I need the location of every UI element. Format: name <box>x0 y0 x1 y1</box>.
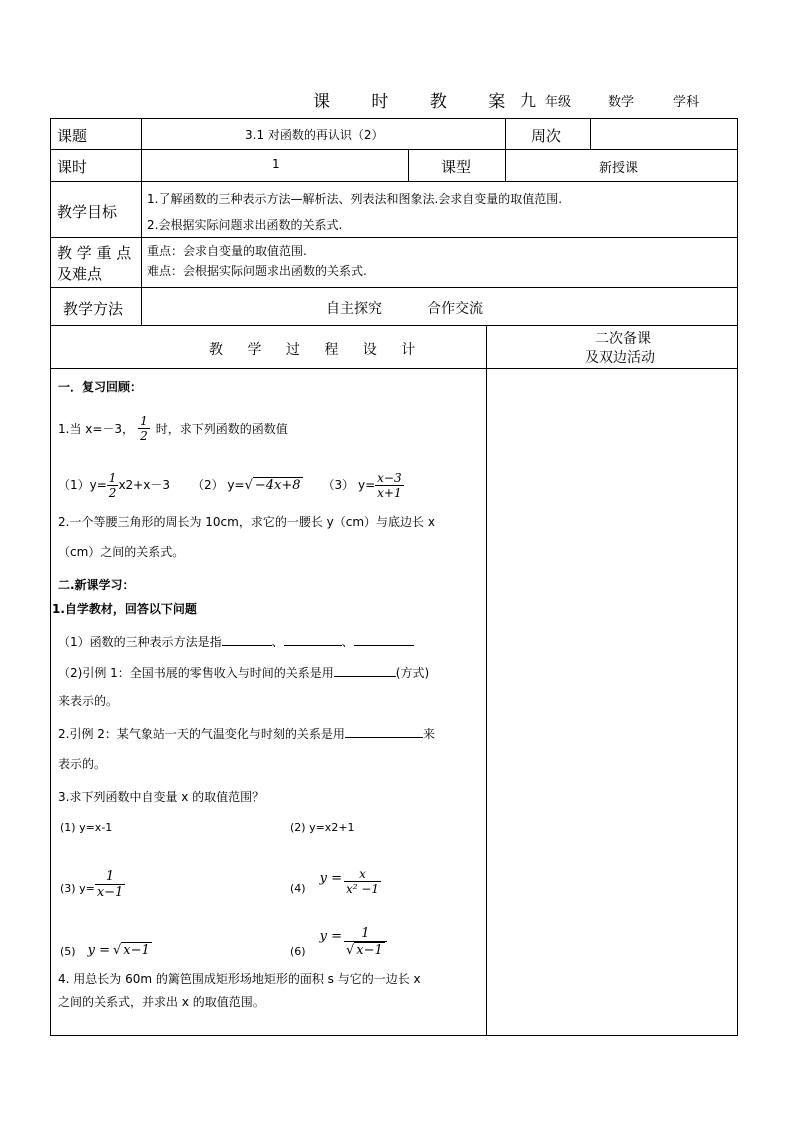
func-a-prefix: （1）y= <box>58 478 107 492</box>
grade-label: 年级 <box>545 95 572 110</box>
question-1-suffix: 时，求下列函数的函数值 <box>155 421 288 436</box>
domain-func-6-lhs: y = <box>319 929 342 944</box>
domain-func-4 <box>290 852 381 898</box>
domain-func-3 <box>60 852 125 898</box>
second-prep-label: 二次备课 <box>595 331 651 347</box>
func-b-sqrt: √ −4x+8 <box>244 478 301 493</box>
domain-func-5-prefix: (5) <box>60 945 76 958</box>
topic-label: 课题 <box>57 127 88 145</box>
domain-func-3-num: 1 <box>105 869 115 884</box>
study-question-2-line-2: 来表示的。 <box>58 694 119 708</box>
func-a-half <box>107 471 119 500</box>
answer-blank <box>284 634 342 646</box>
study-question-1 <box>58 633 414 650</box>
key-points-label: 教 学 重 点 <box>57 244 132 262</box>
grade-number: 九 <box>520 91 537 110</box>
goal-item-1: 1.了解函数的三种表示方法—解析法、列表法和图象法.会求自变量的取值范围. <box>147 192 563 206</box>
study-question-2-text: （2)引例 1：全国书展的零售收入与时间的关系是用 <box>58 666 334 680</box>
period-value: 1 <box>272 157 280 171</box>
func-b-prefix: （2） y= <box>191 478 245 492</box>
study-question-3-suffix: 来 <box>422 727 435 741</box>
func-c-prefix: （3） y= <box>322 478 376 492</box>
study-question-3-text: 2.引例 2：某气象站一天的气温变化与时刻的关系是用 <box>58 727 345 741</box>
answer-blank <box>222 634 272 646</box>
domain-func-4-den: x² −1 <box>345 882 380 896</box>
domain-func-6-num: 1 <box>361 926 370 941</box>
func-a-half-den: 2 <box>108 486 117 500</box>
answer-blank <box>354 634 414 646</box>
separator: 、 <box>341 635 354 649</box>
second-prep-label-2: 及双边活动 <box>585 350 655 366</box>
answer-blank <box>345 726 423 738</box>
week-label: 周次 <box>531 127 562 145</box>
new-lesson-heading: 二.新课学习： <box>58 578 135 592</box>
domain-func-6-prefix: (6) <box>290 945 306 958</box>
process-design-label: 教 学 过 程 设 计 <box>209 342 426 358</box>
subject-label: 学科 <box>673 95 700 110</box>
question-1-functions <box>58 456 404 500</box>
lesson-type-label: 课型 <box>441 158 472 176</box>
func-c-fraction <box>375 471 403 500</box>
question-2-line-1: 2.一个等腰三角形的周长为 10cm，求它的一腰长 y（cm）与底边长 x <box>58 515 435 529</box>
half-fraction <box>138 414 150 443</box>
goal-item-2: 2.会根据实际问题求出函数的关系式. <box>147 218 343 232</box>
domain-func-5-sqrt: √ x−1 <box>112 943 150 958</box>
goal-label: 教学目标 <box>57 203 118 221</box>
half-denominator: 2 <box>140 428 148 443</box>
func-a-suffix: x2+x－3 <box>118 478 170 492</box>
study-question-2-suffix: (方式) <box>395 666 430 680</box>
domain-func-5-lhs: y = <box>87 943 110 958</box>
key-point: 重点：会求自变量的取值范围. <box>147 244 307 258</box>
self-study-heading: 1.自学教材，回答以下问题 <box>52 602 197 616</box>
separator: 、 <box>271 635 284 649</box>
domain-func-4-fraction <box>344 867 381 896</box>
domain-func-6-den: √ x−1 <box>344 941 387 958</box>
question-4-line-2: 之间的关系式，并求出 x 的取值范围。 <box>58 995 265 1009</box>
topic-value: 3.1 对函数的再认识（2） <box>245 128 384 142</box>
review-heading: 一．复习回顾： <box>58 380 143 394</box>
page-title: 课 时 教 案 <box>313 92 524 112</box>
question-4-line-1: 4. 用总长为 60m 的篱笆围成矩形场地矩形的面积 s 与它的一边长 x <box>58 972 421 986</box>
difficulty: 难点：会根据实际问题求出函数的关系式. <box>147 264 367 278</box>
domain-func-6-radicand: x−1 <box>356 943 383 958</box>
domain-func-5-radicand: x−1 <box>123 943 150 958</box>
study-question-4: 3.求下列函数中自变量 x 的取值范围？ <box>58 790 265 804</box>
method-item-2: 合作交流 <box>427 301 483 317</box>
study-question-2 <box>58 664 429 681</box>
domain-func-4-lhs: y = <box>319 871 342 886</box>
question-2-line-2: （cm）之间的关系式。 <box>58 545 185 559</box>
func-c-num: x−3 <box>377 471 402 485</box>
domain-func-6-fraction <box>344 926 387 958</box>
half-numerator: 1 <box>140 413 148 428</box>
study-question-1-text: （1）函数的三种表示方法是指 <box>58 635 222 649</box>
key-points-label-2: 及难点 <box>57 265 103 283</box>
method-label: 教学方法 <box>63 300 124 318</box>
domain-func-3-prefix: (3) y= <box>60 882 95 895</box>
study-question-3 <box>58 725 435 742</box>
domain-func-1: (1) y=x-1 <box>60 821 113 834</box>
subject-value: 数学 <box>608 95 635 110</box>
study-question-3-line-2: 表示的。 <box>58 757 107 771</box>
period-label: 课时 <box>57 158 88 176</box>
question-1 <box>58 404 288 452</box>
domain-func-6 <box>290 910 387 958</box>
domain-func-5 <box>60 930 152 958</box>
domain-func-2: (2) y=x2+1 <box>290 821 355 834</box>
answer-blank <box>334 665 396 677</box>
domain-func-3-fraction <box>95 869 126 900</box>
func-a-half-num: 1 <box>108 471 117 485</box>
lesson-type-value: 新授课 <box>599 161 639 176</box>
domain-func-4-num: x <box>359 867 366 881</box>
func-b-radicand: −4x+8 <box>254 478 301 493</box>
method-item-1: 自主探究 <box>326 301 382 317</box>
question-1-prefix: 1.当 x=－3， <box>58 421 135 436</box>
func-c-den: x+1 <box>377 486 402 500</box>
domain-func-4-prefix: (4) <box>290 882 306 895</box>
domain-func-3-den: x−1 <box>96 885 124 900</box>
